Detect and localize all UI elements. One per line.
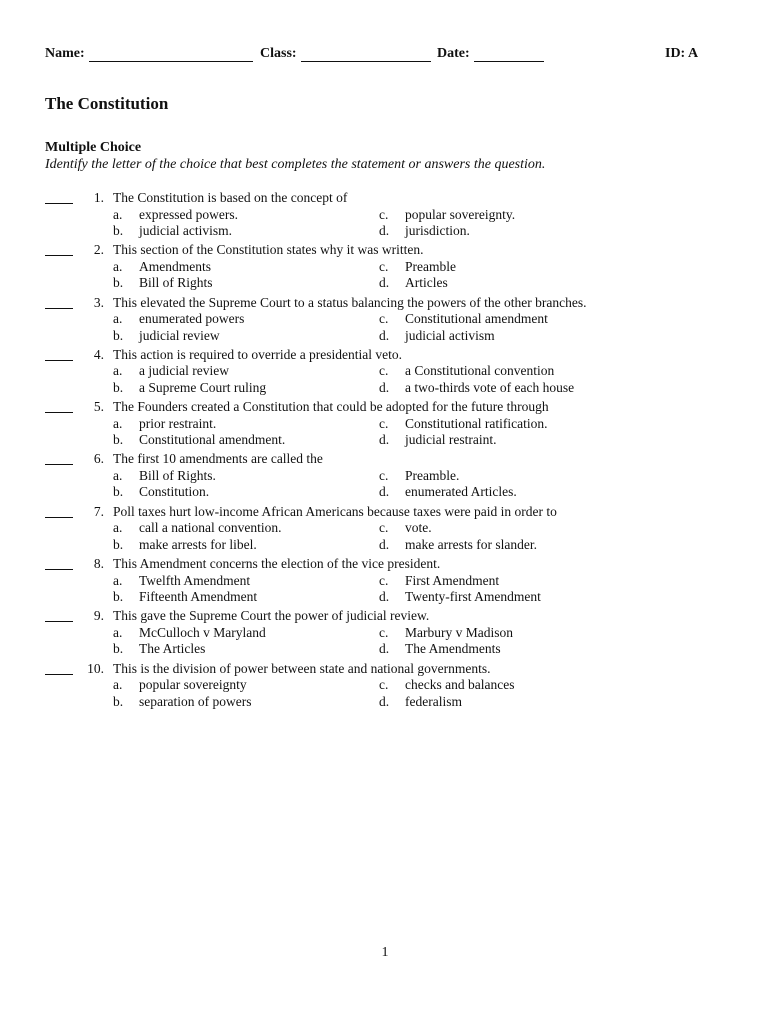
answer-blank[interactable]	[45, 517, 73, 518]
question-number: 8.	[93, 556, 104, 572]
option-text: enumerated Articles.	[405, 484, 517, 500]
option-letter: d.	[379, 379, 390, 395]
question-number: 6.	[93, 451, 104, 467]
option-letter: d.	[379, 589, 390, 605]
question-text: This elevated the Supreme Court to a status balancing the powers of the other branches.	[113, 294, 587, 310]
answer-blank[interactable]	[45, 203, 73, 204]
question-number: 3.	[93, 294, 104, 310]
question-number: 2.	[93, 242, 104, 258]
option-letter: d.	[379, 484, 390, 500]
option-letter: a.	[113, 206, 123, 222]
option-text: First Amendment	[405, 572, 500, 588]
question-number: 5.	[93, 399, 104, 415]
option-text: federalism	[405, 693, 462, 709]
date-blank-line[interactable]	[474, 47, 544, 62]
question-item	[0, 556, 770, 608]
date-label: Date:	[437, 46, 470, 61]
question-item	[0, 399, 770, 451]
option-text: a Supreme Court ruling	[139, 379, 267, 395]
question-list	[0, 190, 770, 713]
option-letter: a.	[113, 624, 123, 640]
option-text: expressed powers.	[139, 206, 238, 222]
option-letter: c.	[379, 311, 389, 327]
question-text: This section of the Constitution states why it was written.	[113, 242, 424, 258]
class-label: Class:	[260, 46, 297, 61]
option-text: Amendments	[139, 258, 211, 274]
option-text: judicial restraint.	[405, 432, 497, 448]
option-text: separation of powers	[139, 693, 252, 709]
option-text: make arrests for slander.	[405, 536, 537, 552]
option-letter: d.	[379, 327, 390, 343]
option-letter: d.	[379, 223, 390, 238]
class-field	[260, 46, 431, 62]
option-text: judicial activism.	[139, 223, 232, 238]
option-letter: b.	[113, 223, 124, 238]
question-item	[0, 190, 770, 242]
option-text: enumerated powers	[139, 311, 245, 327]
option-text: Constitutional amendment.	[139, 432, 286, 448]
option-letter: b.	[113, 536, 124, 552]
answer-blank[interactable]	[45, 360, 73, 361]
option-text: Twenty-first Amendment	[405, 589, 541, 605]
option-text: judicial activism	[405, 327, 495, 343]
option-text: Fifteenth Amendment	[139, 589, 258, 605]
question-number: 1.	[93, 190, 104, 205]
date-field	[437, 46, 544, 62]
option-letter: d.	[379, 536, 390, 552]
option-text: a Constitutional convention	[405, 363, 555, 379]
option-letter: c.	[379, 258, 389, 274]
option-letter: c.	[379, 677, 389, 693]
option-text: call a national convention.	[139, 520, 282, 536]
option-text: The Amendments	[405, 641, 501, 657]
answer-blank[interactable]	[45, 569, 73, 570]
question-item	[0, 661, 770, 713]
name-label: Name:	[45, 46, 85, 61]
section-title: Multiple Choice	[45, 140, 142, 155]
option-letter: a.	[113, 311, 123, 327]
option-text: Constitutional amendment	[405, 311, 548, 327]
option-text: McCulloch v Maryland	[139, 624, 266, 640]
option-letter: a.	[113, 520, 123, 536]
question-item	[0, 608, 770, 660]
option-text: prior restraint.	[139, 415, 217, 431]
question-item	[0, 347, 770, 399]
option-letter: b.	[113, 275, 124, 291]
instructions: Identify the letter of the choice that best completes the statement or answers the question.	[45, 157, 546, 172]
option-letter: b.	[113, 327, 124, 343]
option-letter: d.	[379, 693, 390, 709]
option-letter: c.	[379, 467, 389, 483]
option-letter: b.	[113, 432, 124, 448]
question-number: 9.	[93, 608, 104, 624]
question-item	[0, 504, 770, 556]
option-letter: c.	[379, 415, 389, 431]
name-blank-line[interactable]	[89, 47, 253, 62]
option-text: The Articles	[139, 641, 206, 657]
question-text: Poll taxes hurt low-income African Americans because taxes were paid in order to	[113, 503, 557, 519]
option-text: Constitutional ratification.	[405, 415, 548, 431]
question-item	[0, 242, 770, 294]
id-label: ID: A	[665, 46, 699, 61]
page-title: The Constitution	[45, 94, 169, 113]
answer-blank[interactable]	[45, 674, 73, 675]
option-text: a two-thirds vote of each house	[405, 379, 575, 395]
option-letter: b.	[113, 589, 124, 605]
answer-blank[interactable]	[45, 255, 73, 256]
option-text: Twelfth Amendment	[139, 572, 251, 588]
class-blank-line[interactable]	[301, 47, 431, 62]
option-letter: a.	[113, 467, 123, 483]
option-text: Articles	[405, 275, 448, 291]
question-number: 7.	[93, 503, 104, 519]
question-number: 4.	[93, 346, 104, 362]
option-letter: c.	[379, 624, 389, 640]
answer-blank[interactable]	[45, 412, 73, 413]
question-text: This action is required to override a presidential veto.	[113, 346, 403, 362]
question-text: The Constitution is based on the concept of	[113, 190, 348, 205]
option-text: judicial review	[139, 327, 220, 343]
question-text: This Amendment concerns the election of the vice president.	[113, 556, 441, 572]
option-letter: c.	[379, 206, 389, 222]
option-text: Constitution.	[139, 484, 210, 500]
question-item	[0, 295, 770, 347]
option-letter: d.	[379, 641, 390, 657]
option-text: popular sovereignty.	[405, 206, 516, 222]
option-letter: b.	[113, 484, 124, 500]
option-text: checks and balances	[405, 677, 515, 693]
option-letter: b.	[113, 641, 124, 657]
answer-blank[interactable]	[45, 464, 73, 465]
option-text: Bill of Rights.	[139, 467, 216, 483]
question-text: This is the division of power between state and national governments.	[113, 660, 491, 676]
option-letter: a.	[113, 258, 123, 274]
question-item	[0, 451, 770, 503]
option-text: Preamble	[405, 258, 456, 274]
option-text: Preamble.	[405, 467, 460, 483]
option-letter: a.	[113, 363, 123, 379]
header	[45, 46, 705, 66]
option-letter: d.	[379, 432, 390, 448]
option-text: a judicial review	[139, 363, 229, 379]
question-text: This gave the Supreme Court the power of judicial review.	[113, 608, 430, 624]
name-field	[45, 46, 253, 62]
option-letter: a.	[113, 677, 123, 693]
option-letter: c.	[379, 572, 389, 588]
option-letter: d.	[379, 275, 390, 291]
answer-blank[interactable]	[45, 308, 73, 309]
option-text: Marbury v Madison	[405, 624, 513, 640]
option-letter: c.	[379, 520, 389, 536]
option-text: make arrests for libel.	[139, 536, 257, 552]
option-letter: b.	[113, 693, 124, 709]
page-number: 1	[381, 945, 389, 960]
option-text: jurisdiction.	[405, 223, 470, 238]
question-number: 10.	[87, 660, 104, 676]
option-text: popular sovereignty	[139, 677, 247, 693]
question-text: The Founders created a Constitution that could be adopted for the future through	[113, 399, 549, 415]
option-letter: a.	[113, 415, 123, 431]
option-text: Bill of Rights	[139, 275, 213, 291]
option-letter: c.	[379, 363, 389, 379]
option-letter: b.	[113, 379, 124, 395]
option-letter: a.	[113, 572, 123, 588]
option-text: vote.	[405, 520, 432, 536]
question-text: The first 10 amendments are called the	[113, 451, 323, 467]
answer-blank[interactable]	[45, 621, 73, 622]
